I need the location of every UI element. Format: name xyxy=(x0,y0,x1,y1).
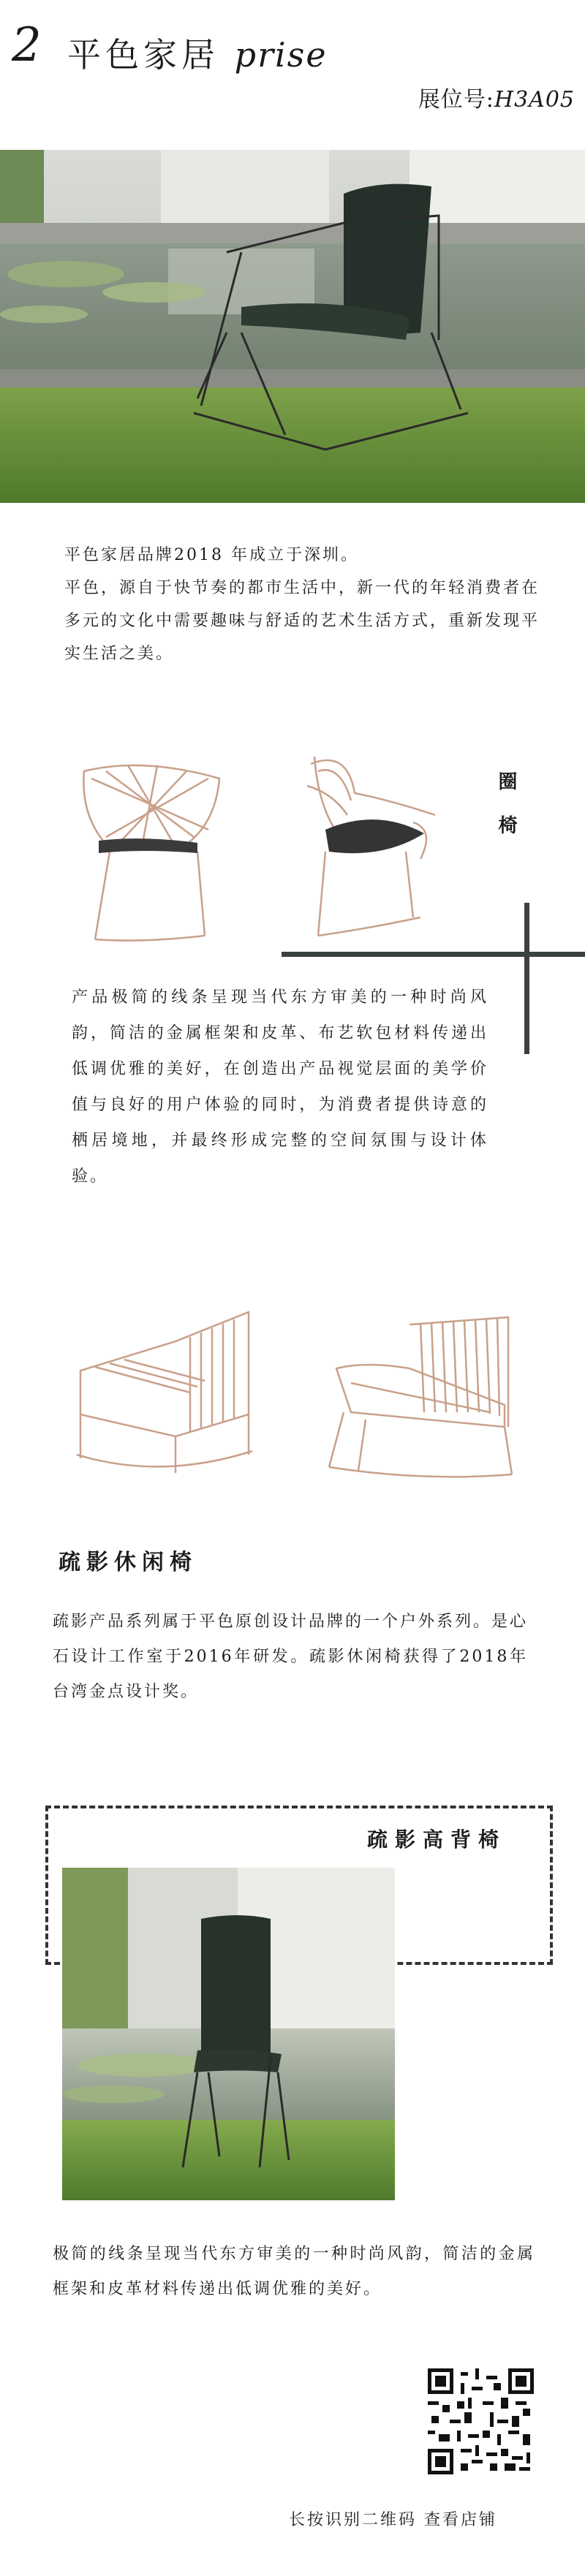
highback-photo-svg xyxy=(62,1868,395,2200)
booth-number xyxy=(418,89,575,111)
intro-text xyxy=(64,539,540,670)
divider-vertical-bar xyxy=(524,903,529,1054)
store-qr-code[interactable] xyxy=(428,2368,534,2474)
brand-number: 2 xyxy=(12,18,42,72)
booth-code: H3A05 xyxy=(494,87,575,113)
booth-label: 展位号: xyxy=(418,87,494,113)
shuying-highback-chair-photo xyxy=(62,1868,395,2200)
shuying-leisure-front-svg xyxy=(322,1303,519,1493)
qr-code-icon xyxy=(428,2368,534,2474)
shuying-leisure-back-svg xyxy=(73,1305,260,1477)
circle-chair-image-front xyxy=(62,757,230,947)
circle-chair-side-svg xyxy=(296,749,442,950)
circle-chair-image-side xyxy=(296,749,442,950)
circle-chair-front-svg xyxy=(62,757,230,947)
circle-chair-title: 圈椅 xyxy=(495,771,517,859)
intro-line-2: 平色，源自于快节奏的都市生活中，新一代的年轻消费者在多元的文化中需要趣味与舒适的艺术生活方式，重新发现平实生活之美。 xyxy=(64,579,540,663)
brand-latin-name: prise xyxy=(234,35,328,75)
intro-line-1: 平色家居品牌2018 年成立于深圳。 xyxy=(64,546,359,564)
shuying-leisure-chair-image-front xyxy=(322,1303,519,1493)
qr-caption: 长按识别二维码 查看店铺 xyxy=(289,2511,497,2529)
divider-horizontal-bar xyxy=(282,952,585,957)
brand-title xyxy=(67,35,328,75)
shuying-leisure-description: 疏影产品系列属于平色原创设计品牌的一个户外系列。是心石设计工作室于2016年研发。疏影休闲椅获得了2018年台湾金点设计奖。 xyxy=(53,1613,529,1701)
hero-photo-chair-by-pond xyxy=(0,150,585,503)
shuying-highback-title: 疏影高背椅 xyxy=(367,1827,507,1852)
brand-name: 平色家居 xyxy=(67,35,219,75)
circle-chair-description: 产品极简的线条呈现当代东方审美的一种时尚风韵，简洁的金属框架和皮革、布艺软包材料传递出低调优雅的美好，在创造出产品视觉层面的美学价值与良好的用户体验的同时，为消费者提供诗意的栖居境地，并最终形成完整的空间氛围与设计体验。 xyxy=(72,988,488,1186)
shuying-leisure-title: 疏影休闲椅 xyxy=(58,1550,197,1575)
shuying-leisure-chair-image-back xyxy=(73,1305,260,1477)
hero-photo-svg xyxy=(0,150,585,503)
shuying-highback-description: 极简的线条呈现当代东方审美的一种时尚风韵，简洁的金属框架和皮革材料传递出低调优雅的美好。 xyxy=(53,2245,535,2298)
